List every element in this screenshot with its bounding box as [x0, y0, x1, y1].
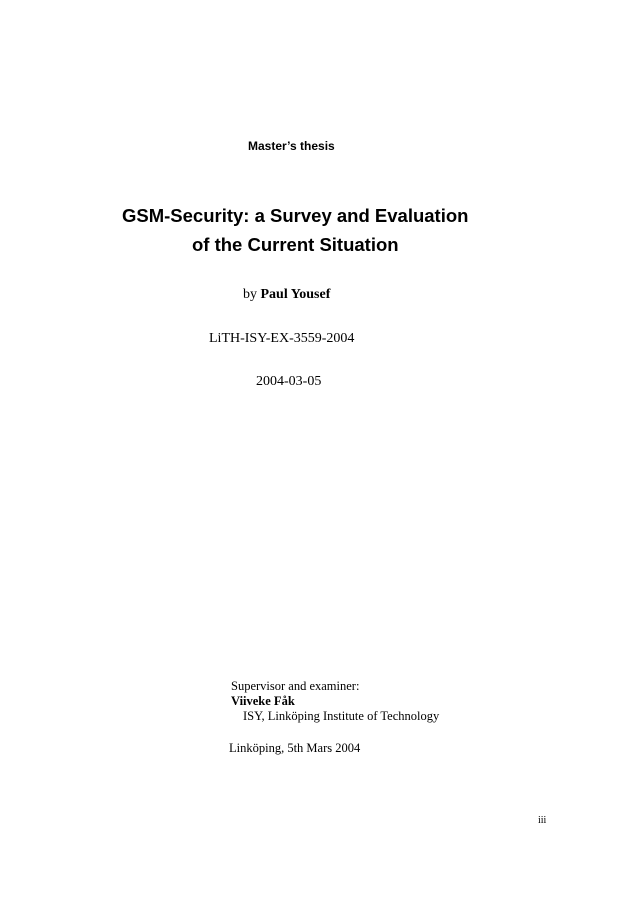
supervisor-affiliation: ISY, Linköping Institute of Technology [243, 709, 440, 723]
thesis-date: 2004-03-05 [256, 374, 322, 389]
place-and-date: Linköping, 5th Mars 2004 [229, 741, 361, 755]
thesis-title-line-1: GSM-Security: a Survey and Evaluation [122, 205, 469, 226]
supervisor-name: Viiveke Fåk [231, 694, 295, 708]
page-number: iii [538, 815, 547, 826]
byline [243, 287, 330, 303]
thesis-title-line-2: of the Current Situation [192, 234, 399, 255]
report-number: LiTH-ISY-EX-3559-2004 [209, 331, 355, 346]
document-kind: Master’s thesis [248, 139, 335, 153]
byline-prefix: by [243, 287, 257, 302]
author-name: Paul Yousef [260, 287, 331, 302]
supervisor-label: Supervisor and examiner: [231, 679, 360, 693]
